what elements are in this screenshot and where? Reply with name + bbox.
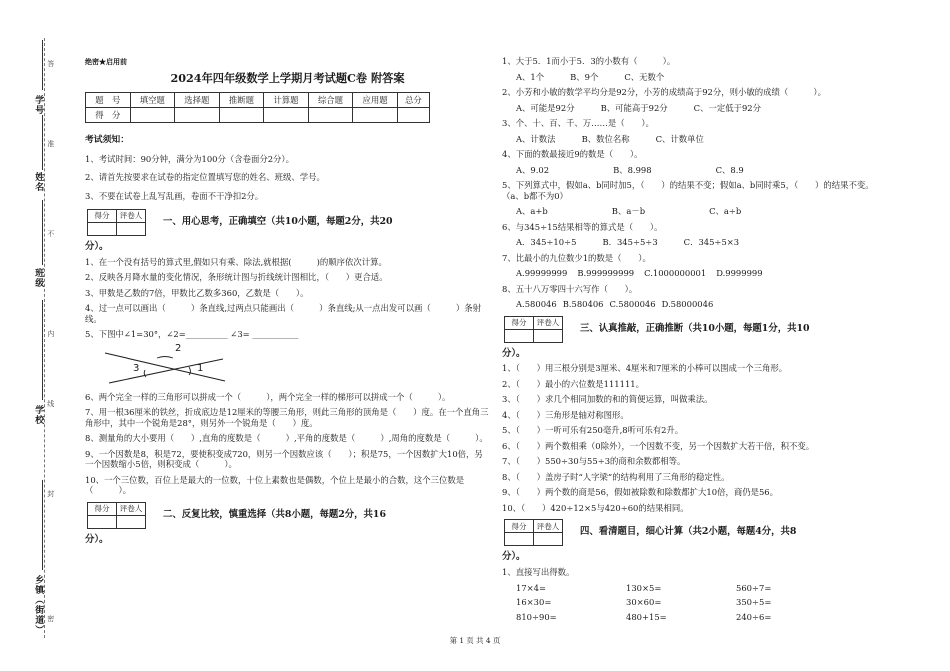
angle-2-label: 2 (175, 342, 182, 354)
option: B.580406 (562, 299, 604, 309)
grader-reviewer-blank[interactable] (534, 329, 563, 342)
option: C、无数个 (624, 71, 665, 82)
calc-item: 240÷6= (736, 611, 772, 622)
option: B、可能高于92分 (600, 102, 668, 113)
page-title: 2024年四年级数学上学期月考试题C卷 附答案 (170, 70, 405, 85)
judge-item: 9、（ ）两个数的商是56，假如被除数和除数都扩大10倍，商仍是56。 (502, 487, 778, 498)
grader-reviewer-label: 评卷人 (534, 520, 563, 533)
options (502, 165, 887, 176)
binding-dashed-line (44, 38, 45, 638)
section2-title-cont: 分）。 (85, 533, 109, 545)
binding-mark: 答 (46, 60, 55, 67)
grader-score-label: 得分 (88, 210, 117, 223)
option: A.580046 (516, 299, 557, 309)
grader-reviewer-blank[interactable] (117, 223, 146, 236)
score-cell: 应用题 (353, 92, 398, 107)
question: 8、测量角的大小要用（ ）,直角的度数是（ ）,平角的度数是（ ）,周角的度数是（ ）。 (85, 433, 488, 444)
judge-item: 2、（ ）最小的六位数是111111。 (502, 378, 644, 389)
angle-lines (99, 342, 229, 387)
options (502, 72, 887, 83)
calc-item: 350÷5= (736, 597, 772, 607)
notice-item: 2、请首先按要求在试卷的指定位置填写您的姓名、班级、学号。 (85, 172, 325, 183)
notice-list (85, 154, 490, 202)
student-id-field[interactable] (42, 40, 43, 90)
question: 1、直接写出得数。 (502, 567, 575, 577)
name-label: 姓名 (33, 172, 44, 192)
binding-strip (0, 0, 75, 671)
question: 1、大于5．1而小于5．3的小数有（ ）。 (502, 56, 676, 66)
section3-title-cont: 分）。 (502, 347, 526, 359)
binding-mark: 准 (46, 140, 55, 147)
option: D.9999999 (716, 268, 763, 278)
grader-box (87, 502, 146, 529)
option: B、9个 (570, 71, 599, 82)
options (502, 103, 887, 114)
judge-item: 5、（ ）一听可乐有250毫升,8听可乐有2升。 (502, 425, 684, 436)
section2-title: 二、反复比较，慎重选择（共8小题，每题2分，共16 (163, 508, 386, 520)
score-blank[interactable] (308, 107, 353, 122)
score-cell: 题 号 (86, 92, 131, 107)
score-cell: 选择题 (175, 92, 220, 107)
score-cell: 总分 (397, 92, 429, 107)
township-field[interactable] (42, 480, 43, 570)
option: A、1个 (516, 71, 545, 82)
question: 5、下图中∠1=30°，∠2=__________ ∠3= ___________ (85, 329, 299, 340)
calc-item: 480+15= (626, 611, 667, 622)
binding-mark: 不 (46, 230, 55, 237)
class-field[interactable] (42, 200, 43, 265)
judge-item: 3、（ ）求几个相同加数的和的简便运算，叫做乘法。 (502, 394, 713, 405)
grader-score-blank[interactable] (505, 533, 534, 546)
section3-header (502, 316, 887, 346)
judge-item: 6、（ ）两个数相乘（0除外），一个因数不变，另一个因数扩大若干倍，积不变。 (502, 440, 815, 451)
score-blank[interactable] (175, 107, 220, 122)
judge-item: 10、（ ）420÷12×5与420÷60的结果相同。 (502, 502, 689, 513)
judge-item: 4、（ ）三角形是轴对称图形。 (502, 409, 629, 420)
judge-item: 1、（ ）用三根分别是3厘米、4厘米和7厘米的小棒可以围成一个三角形。 (502, 363, 788, 374)
right-column (502, 56, 887, 622)
option: D.58000046 (661, 299, 714, 309)
options (502, 134, 887, 145)
angle-3-label: 3 (133, 362, 140, 374)
class-label: 班级 (33, 268, 44, 288)
question: 2、反映各月降水量的变化情况，条形统计图与折线统计图相比，（ ）更合适。 (85, 272, 388, 283)
section1-title-cont: 分）。 (85, 241, 109, 253)
option: A．345÷10÷5 (516, 237, 577, 247)
section4-title: 四、看清题目，细心计算（共2小题，每题4分，共8 (580, 526, 797, 538)
question: 7、用一根36厘米的铁丝，折成底边是12厘米的等腰三角形，则此三角形的顶角是（ ）度。在一个直角三角形中，其中一个锐角是28°，则另外一个锐角是（ ）度。 (85, 407, 489, 428)
question: 1、在一个没有括号的算式里,假如只有乘、除法,就根据( )的顺序依次计算。 (85, 256, 387, 267)
option: B.999999999 (577, 268, 635, 278)
grader-reviewer-label: 评卷人 (117, 210, 146, 223)
judge-item: 8、（ ）盖房子时“人字梁”的结构利用了三角形的稳定性。 (502, 471, 730, 482)
grader-reviewer-label: 评卷人 (534, 316, 563, 329)
question: 7、比最小的九位数少1的数是（ ）。 (502, 252, 651, 263)
score-table (85, 92, 430, 123)
question: 3、个、十、百、千、万……是（ ）。 (502, 118, 654, 128)
left-column (85, 58, 490, 550)
score-row-label: 得 分 (86, 107, 131, 122)
option: B、a－b (611, 206, 646, 216)
option: C、8.9 (715, 164, 744, 175)
section2-header (85, 502, 490, 532)
township-label: 乡镇（街道） (33, 575, 44, 635)
binding-mark: 密 (46, 615, 55, 622)
binding-mark: 内 (46, 330, 55, 337)
options (502, 206, 887, 217)
grader-reviewer-blank[interactable] (534, 533, 563, 546)
calc-item: 130×5= (626, 582, 662, 593)
options (502, 237, 887, 248)
option: A、9.02 (516, 164, 550, 175)
angle-figure (99, 342, 229, 387)
angle-1-label: 1 (197, 362, 204, 374)
score-cell: 计算题 (264, 92, 309, 107)
option: B、数位名称 (581, 133, 630, 144)
grader-score-blank[interactable] (88, 515, 117, 528)
score-cell: 填空题 (130, 92, 175, 107)
option: B．345÷5÷3 (602, 237, 658, 247)
section3-title: 三、认真推敲，正确推断（共10小题，每题1分，共10 (580, 322, 810, 334)
notice-title: 考试须知： (85, 134, 129, 145)
option: C．345÷5×3 (683, 237, 740, 247)
grader-score-blank[interactable] (505, 329, 534, 342)
question: 5、下列算式中，假如a、b同时加5，（ ）的结果不变；假如a、b同时乘5，（ ）的结果不变。（a、b都不为0） (502, 180, 874, 201)
option: C.5800046 (609, 299, 656, 309)
option: A、计数法 (516, 133, 556, 144)
score-cell: 综合题 (308, 92, 353, 107)
section4-header (502, 519, 887, 549)
grader-box (504, 519, 563, 546)
secret-mark: 绝密★启用前 (85, 57, 127, 66)
option: B、8.998 (613, 164, 652, 175)
grader-score-blank[interactable] (88, 223, 117, 236)
score-blank[interactable] (353, 107, 398, 122)
option: C.1000000001 (644, 268, 707, 278)
school-label: 学校 (33, 405, 44, 425)
score-blank[interactable] (219, 107, 264, 122)
name-field[interactable] (42, 115, 43, 170)
question: 9、一个因数是8，积是72，要使积变成720，则另一个因数应该（ ）；积是75，一个因数扩大10倍，另一个因数缩小5倍，则积变成（ ）。 (85, 448, 483, 470)
grader-score-label: 得分 (505, 316, 534, 329)
binding-mark: 线 (46, 400, 55, 407)
calc-grid (502, 583, 887, 623)
question: 4、下面的数最接近9的数是（ ）。 (502, 149, 643, 159)
section1-title: 一、用心思考，正确填空（共10小题，每题2分，共20 (163, 216, 393, 228)
calc-item: 17×4= (516, 582, 547, 593)
binding-mark: 封 (46, 490, 55, 497)
option: C、一定低于92分 (693, 102, 761, 113)
question: 2、小芳和小敏的数学平均分是92分，小芳的成绩高于92分，则小敏的成绩（ ）。 (502, 87, 826, 97)
grader-score-label: 得分 (88, 502, 117, 515)
score-table-header-row (86, 92, 430, 107)
score-blank[interactable] (130, 107, 175, 122)
option: A、a+b (516, 206, 548, 216)
grader-reviewer-label: 评卷人 (117, 502, 146, 515)
options (502, 268, 887, 279)
score-table-score-row (86, 107, 430, 122)
section4-title-cont: 分）。 (502, 551, 526, 563)
option: C、a÷b (709, 206, 742, 216)
calc-item: 560÷7= (736, 582, 772, 593)
notice-item: 3、不要在试卷上乱写乱画，卷面不干净扣2分。 (85, 190, 264, 201)
school-field[interactable] (42, 300, 43, 400)
grader-score-label: 得分 (505, 520, 534, 533)
question: 10、一个三位数，百位上是最大的一位数，十位上素数也是偶数，个位上是最小的合数，这个三位数是（ ）。 (85, 474, 465, 496)
section1-header (85, 209, 490, 239)
page-footer: 第 1 页 共 4 页 (449, 636, 501, 645)
option: A.99999999 (516, 268, 568, 278)
judge-item: 7、（ ）550÷30与55÷3的商和余数都相等。 (502, 456, 686, 467)
option: A、可能是92分 (516, 102, 575, 113)
calc-item: 810÷90= (516, 611, 557, 622)
grader-box (87, 209, 146, 236)
notice-item: 1、考试时间：90分钟，满分为100分（含卷面分2分）。 (85, 153, 294, 164)
calc-item: 16×30= (516, 597, 552, 607)
student-id-label: 学号 (33, 95, 44, 115)
grader-reviewer-blank[interactable] (117, 515, 146, 528)
question: 4、过一点可以画出（ ）条直线,过两点只能画出（ ）条直线;从一点出发可以画（ ）条射线。 (85, 303, 482, 324)
question: 6、与345÷15结果相等的算式是（ ）。 (502, 221, 663, 232)
question: 8、五十八万零四十六写作（ ）。 (502, 283, 638, 294)
score-blank[interactable] (264, 107, 309, 122)
question: 3、甲数是乙数的7倍，甲数比乙数多360，乙数是（ ）。 (85, 287, 309, 298)
option: C、计数单位 (655, 133, 704, 144)
grader-box (504, 316, 563, 343)
options (502, 299, 887, 310)
question: 6、两个完全一样的三角形可以拼成一个（ ），两个完全一样的梯形可以拼成一个（ ）。 (85, 391, 451, 402)
calc-item: 30×60= (626, 597, 662, 607)
score-cell: 推断题 (219, 92, 264, 107)
score-blank[interactable] (397, 107, 429, 122)
